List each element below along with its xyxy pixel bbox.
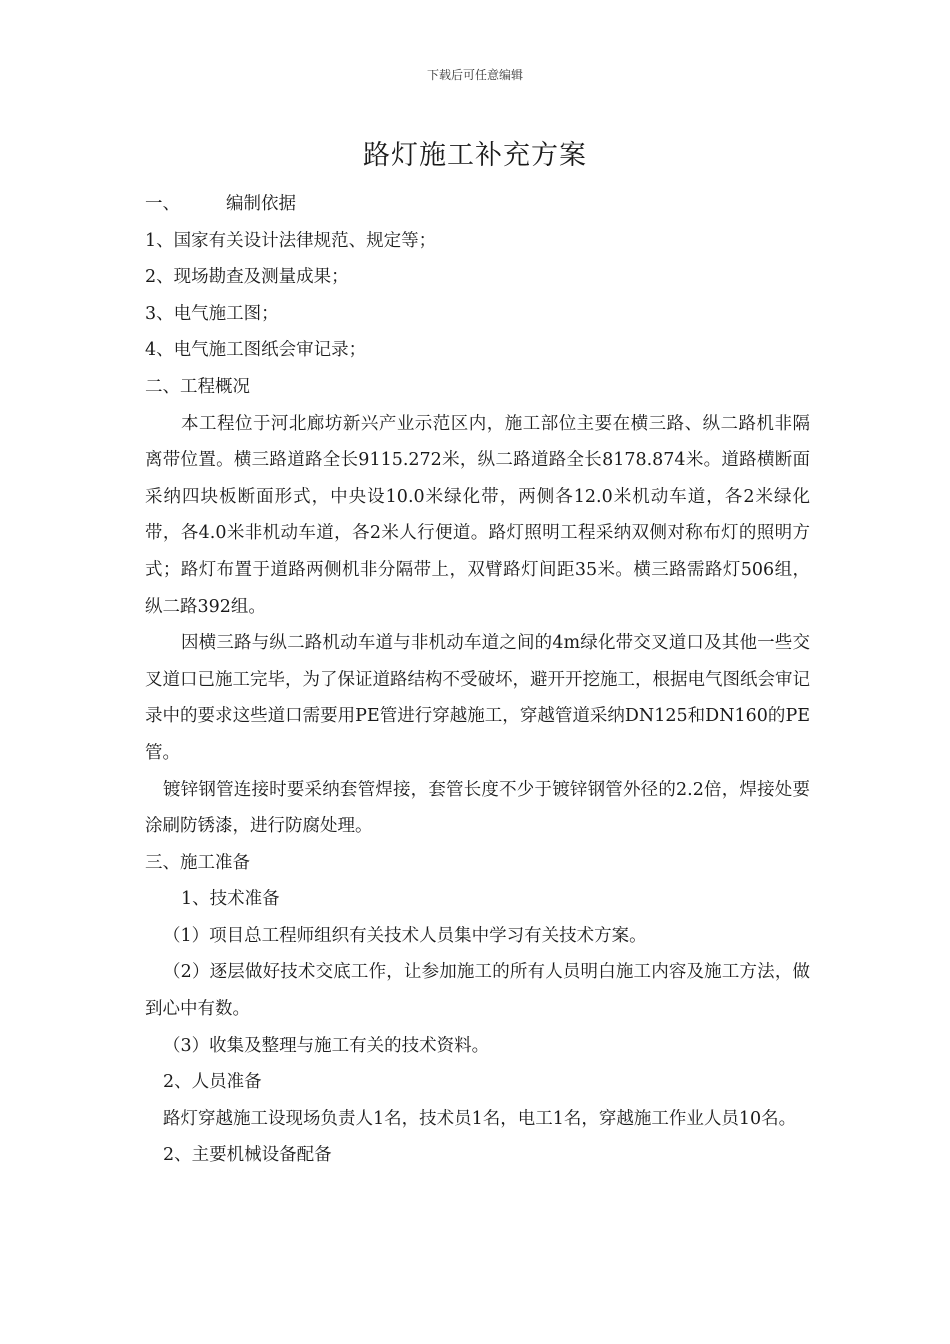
subsection-heading: 1、技术准备	[181, 889, 280, 910]
subsection-heading: 2、主要机械设备配备	[163, 1145, 332, 1166]
list-item: （2）逐层做好技术交底工作，让参加施工的所有人员明白施工内容及施工方法，做到心中有数。	[145, 962, 810, 1020]
document-title: 路灯施工补充方案	[363, 140, 587, 171]
list-item: 4、电气施工图纸会审记录；	[145, 340, 367, 361]
list-item: （3）收集及整理与施工有关的技术资料。	[163, 1035, 490, 1056]
paragraph: 镀锌钢管连接时要采纳套管焊接，套管长度不少于镀锌钢管外径的2.2倍，焊接处要涂刷防锈漆，进行防腐处理。	[145, 779, 810, 837]
section-title: 编制依据	[226, 194, 296, 214]
header-note: 下载后可任意编辑	[426, 68, 523, 82]
paragraph: 因横三路与纵二路机动车道与非机动车道之间的4m绿化带交叉道口及其他一些交叉道口已施工完毕，为了保证道路结构不受破坏，避开开挖施工，根据电气图纸会审记录中的要求这些道口需要用PE管进行穿越施工，穿越管道采纳DN125和DN160的PE管。	[145, 633, 810, 763]
list-item: 1、国家有关设计法律规范、规定等；	[145, 230, 437, 251]
paragraph: 本工程位于河北廊坊新兴产业示范区内，施工部位主要在横三路、纵二路机非隔离带位置。横三路道路全长9115.272米，纵二路道路全长8178.874米。道路横断面采纳四块板断面形式，中央设10.0米绿化带，两侧各12.0米机动车道，各2米绿化带，各4.0米非机动车道，各2米人行便道。路灯照明工程采纳双侧对称布灯的照明方式；路灯布置于道路两侧机非分隔带上，双臂路灯间距35米。横三路需路灯506组，纵二路392组。	[145, 413, 810, 617]
list-item: 2、现场勘查及测量成果；	[145, 267, 349, 288]
subsection-heading: 2、人员准备	[163, 1072, 262, 1093]
list-item: 3、电气施工图；	[145, 303, 279, 324]
section-number: 一、	[145, 194, 180, 214]
section-heading	[145, 186, 810, 223]
section-heading: 二、工程概况	[145, 376, 250, 397]
list-item: （1）项目总工程师组织有关技术人员集中学习有关技术方案。	[163, 925, 647, 946]
paragraph: 路灯穿越施工设现场负责人1名，技术员1名，电工1名，穿越施工作业人员10名。	[163, 1108, 797, 1129]
document-body	[145, 186, 810, 1174]
section-heading: 三、施工准备	[145, 852, 250, 873]
